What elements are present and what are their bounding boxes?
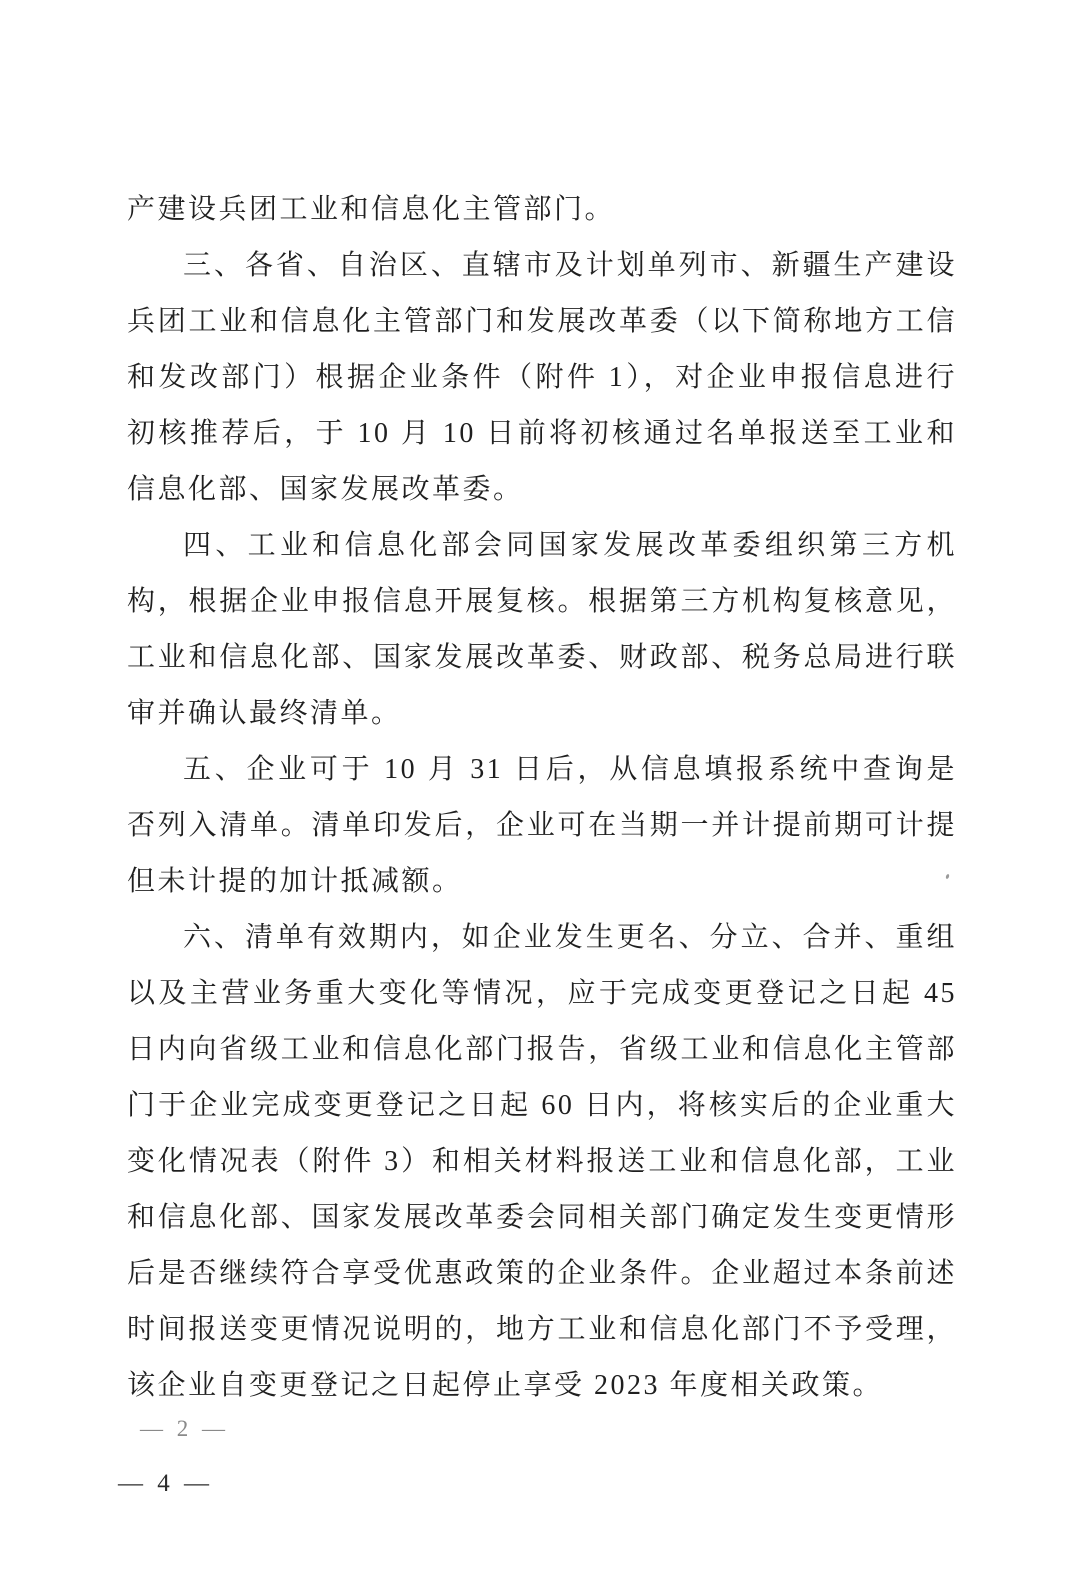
paragraph-item-5: 五、企业可于 10 月 31 日后，从信息填报系统中查询是否列入清单。清单印发后，企业可在当期一并计提前期可计提但未计提的加计抵减额。 — [127, 754, 957, 897]
original-page-number: — 2 — — [140, 1416, 229, 1441]
paragraph-item-3: 三、各省、自治区、直辖市及计划单列市、新疆生产建设兵团工业和信息化主管部门和发展改革委（以下简称地方工信和发改部门）根据企业条件（附件 1），对企业申报信息进行初核推荐后，于 10 月 10 日前将初核通过名单报送至工业和信息化部、国家发展改革委。 — [127, 250, 957, 505]
paragraph-item-6: 六、清单有效期内，如企业发生更名、分立、合并、重组以及主营业务重大变化等情况，应于完成变更登记之日起 45 日内向省级工业和信息化部门报告，省级工业和信息化主管部门于企业完成变更登记之日起 60 日内，将核实后的企业重大变化情况表（附件 3）和相关材料报送工业和信息化部，工业和信息化部、国家发展改革委会同相关部门确定发生变更情形后是否继续符合享受优惠政策的企业条件。企业超过本条前述时间报送变更情况说明的，地方工业和信息化部门不予受理，该企业自变更登记之日起停止享受 2023 年度相关政策。 — [127, 922, 957, 1401]
paragraph-item-4: 四、工业和信息化部会同国家发展改革委组织第三方机构，根据企业申报信息开展复核。根据第三方机构复核意见，工业和信息化部、国家发展改革委、财政部、税务总局进行联审并确认最终清单。 — [127, 530, 957, 729]
paragraph-continuation: 产建设兵团工业和信息化主管部门。 — [127, 194, 616, 225]
document-body — [127, 182, 957, 1414]
page-number: — 4 — — [118, 1470, 213, 1497]
